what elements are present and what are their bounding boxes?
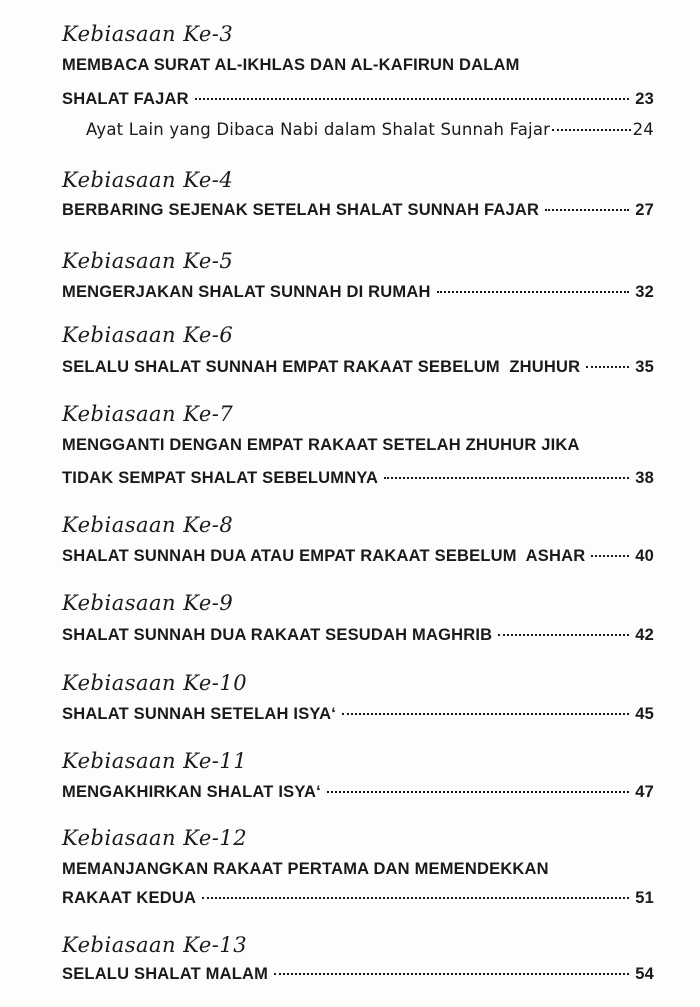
section-heading: Kebiasaan Ke-11 <box>62 749 248 773</box>
toc-entry[interactable] <box>62 547 654 566</box>
toc-entry-title: RAKAAT KEDUA <box>62 889 197 907</box>
section-heading: Kebiasaan Ke-12 <box>62 826 248 850</box>
section-heading: Kebiasaan Ke-8 <box>62 513 234 537</box>
section-heading: Kebiasaan Ke-9 <box>62 591 234 615</box>
toc-entry[interactable] <box>62 283 654 302</box>
toc-entry-title: TIDAK SEMPAT SHALAT SEBELUMNYA <box>62 469 379 487</box>
page-number: 42 <box>635 626 654 644</box>
toc-entry-title: SHALAT SUNNAH DUA ATAU EMPAT RAKAAT SEBELUM ASHAR <box>62 547 586 565</box>
toc-entry-title: MENGAKHIRKAN SHALAT ISYA‘ <box>62 783 321 801</box>
dot-leader <box>545 209 629 211</box>
dot-leader <box>591 555 629 557</box>
page-number: 35 <box>635 358 654 376</box>
toc-entry[interactable] <box>62 965 654 984</box>
toc-entry[interactable] <box>62 626 654 645</box>
toc-entry[interactable] <box>62 201 654 220</box>
dot-leader <box>498 634 629 636</box>
toc-entry-title: MEMANJANGKAN RAKAAT PERTAMA DAN MEMENDEKKAN <box>62 860 549 878</box>
toc-subentry-title: Ayat Lain yang Dibaca Nabi dalam Shalat Sunnah Fajar <box>86 120 551 139</box>
page-number: 51 <box>635 889 654 907</box>
page-number: 27 <box>635 201 654 219</box>
toc-entry-title: MENGGANTI DENGAN EMPAT RAKAAT SETELAH ZHUHUR JIKA <box>62 436 580 454</box>
toc-entry[interactable] <box>62 90 654 109</box>
page-number: 40 <box>635 547 654 565</box>
section-heading: Kebiasaan Ke-10 <box>62 671 248 695</box>
toc-entry[interactable] <box>62 783 654 802</box>
page-number: 23 <box>635 90 654 108</box>
section-heading: Kebiasaan Ke-13 <box>62 933 248 957</box>
dot-leader <box>586 366 629 368</box>
toc-entry[interactable] <box>62 889 654 908</box>
toc-entry-title: SELALU SHALAT SUNNAH EMPAT RAKAAT SEBELUM ZHUHUR <box>62 358 581 376</box>
dot-leader <box>202 897 629 899</box>
page-number: 38 <box>635 469 654 487</box>
toc-entry[interactable] <box>62 705 654 724</box>
toc-entry-title: MENGERJAKAN SHALAT SUNNAH DI RUMAH <box>62 283 431 301</box>
toc-entry[interactable] <box>62 469 654 488</box>
toc-subentry[interactable] <box>86 120 654 139</box>
dot-leader <box>552 129 630 131</box>
section-heading: Kebiasaan Ke-7 <box>62 402 234 426</box>
dot-leader <box>342 713 629 715</box>
page-number: 47 <box>635 783 654 801</box>
section-heading: Kebiasaan Ke-6 <box>62 323 234 347</box>
dot-leader <box>384 477 629 479</box>
toc-entry-title: SELALU SHALAT MALAM <box>62 965 269 983</box>
section-heading: Kebiasaan Ke-4 <box>62 168 234 192</box>
dot-leader <box>195 98 629 100</box>
page-number: 32 <box>635 283 654 301</box>
toc-entry-title: BERBARING SEJENAK SETELAH SHALAT SUNNAH FAJAR <box>62 201 540 219</box>
dot-leader <box>274 973 629 975</box>
page-number: 45 <box>635 705 654 723</box>
toc-entry-title: SHALAT SUNNAH SETELAH ISYA‘ <box>62 705 337 723</box>
section-heading: Kebiasaan Ke-5 <box>62 249 234 273</box>
page-number: 24 <box>632 120 654 139</box>
section-heading: Kebiasaan Ke-3 <box>62 22 234 46</box>
page-number: 54 <box>635 965 654 983</box>
toc-entry[interactable] <box>62 358 654 377</box>
toc-entry-title: MEMBACA SURAT AL-IKHLAS DAN AL-KAFIRUN DALAM <box>62 56 520 74</box>
dot-leader <box>327 791 629 793</box>
dot-leader <box>437 291 630 293</box>
toc-entry-title: SHALAT SUNNAH DUA RAKAAT SESUDAH MAGHRIB <box>62 626 493 644</box>
toc-entry-title: SHALAT FAJAR <box>62 90 189 108</box>
